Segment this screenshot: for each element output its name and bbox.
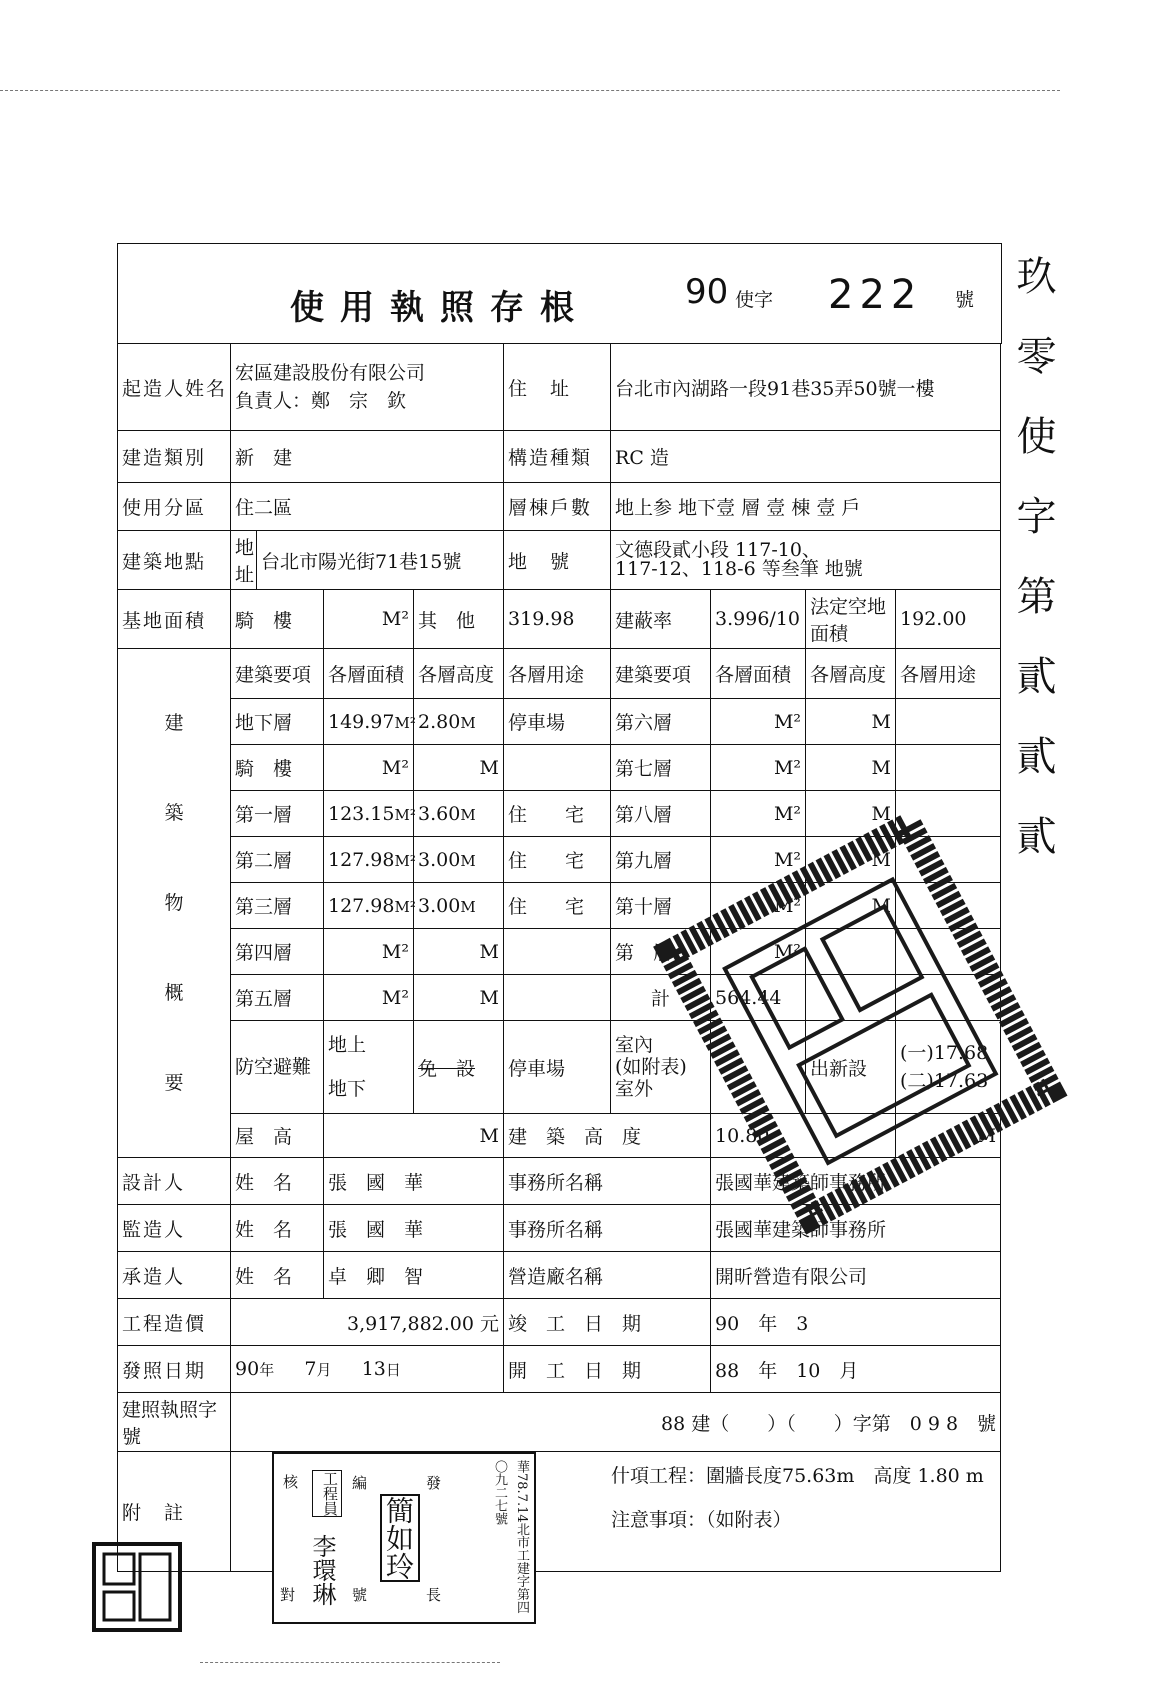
height-unit: M <box>414 745 504 791</box>
floor-height: 3.60 <box>418 802 461 825</box>
height-unit: M <box>806 699 896 745</box>
contractor-name: 卓 卿 智 <box>324 1252 504 1299</box>
floor-area: 123.15 <box>328 802 395 825</box>
total-value: 564.44 <box>711 975 806 1021</box>
issue-stamp-label: 發 <box>426 1474 442 1492</box>
col-area: 各層面積 <box>711 649 806 699</box>
start-label: 開 工 日 期 <box>504 1346 711 1393</box>
applicant-address: 台北市內湖路一段91巷35弄50號一樓 <box>611 344 1001 431</box>
side-char: 建 <box>164 712 184 734</box>
floor-area: 149.97 <box>328 710 395 733</box>
lot-suffix: 地號 <box>824 558 863 580</box>
side-char: 概 <box>164 982 184 1004</box>
building-unit: 棟 <box>791 497 811 519</box>
floor-name: 騎 樓 <box>231 745 324 791</box>
cert-number: 222 <box>828 272 923 318</box>
floor-use: 住 宅 <box>504 883 611 929</box>
floor-use: 停車場 <box>504 699 611 745</box>
contractor-office: 開昕營造有限公司 <box>711 1252 1001 1299</box>
height-unit: M <box>806 745 896 791</box>
parking-outdoor: 室外 <box>615 1078 654 1100</box>
engineer-title: 工程員 <box>312 1470 342 1517</box>
lot-label: 地 號 <box>504 531 611 590</box>
height-unit: M <box>460 713 476 732</box>
coverage-value: 3.996 <box>715 608 770 630</box>
cost-value: 3,917,882.00 元 <box>231 1299 504 1346</box>
col-item: 建築要項 <box>611 649 711 699</box>
shelter-above: 地上 <box>328 1034 367 1056</box>
floor-name: 第八層 <box>611 791 711 837</box>
floor-height: 3.00 <box>418 848 461 871</box>
lot-line2: 117-12、118-6 等叁筆 <box>615 558 819 580</box>
supervisor-name-label: 姓 名 <box>231 1205 324 1252</box>
designer-label: 設計人 <box>118 1158 231 1205</box>
height-unit: M <box>806 791 896 837</box>
area-unit: M² <box>394 713 416 732</box>
shelter-note: 免 設 <box>414 1021 504 1114</box>
approval-stamp <box>272 1452 536 1624</box>
area-unit: M² <box>324 745 414 791</box>
parking-indoor: 室內 <box>615 1034 654 1056</box>
height-unit: M <box>414 975 504 1021</box>
open-space-value: 192.00 <box>896 590 1001 649</box>
floor-name: 第三層 <box>231 883 324 929</box>
floor-name: 地下層 <box>231 699 324 745</box>
floor-name: 第六層 <box>611 699 711 745</box>
designer-name: 張 國 華 <box>324 1158 504 1205</box>
designer-name-label: 姓 名 <box>231 1158 324 1205</box>
parking-label: 停車場 <box>504 1021 611 1114</box>
issue-year: 90 <box>235 1358 260 1380</box>
area-unit: M² <box>711 745 806 791</box>
cost-label: 工程造價 <box>118 1299 231 1346</box>
page-title: 使用執照存根 <box>290 288 590 328</box>
start-date: 88 年 10 月 <box>711 1346 1001 1393</box>
floor-name: 第 層 <box>611 929 711 975</box>
side-char: 物 <box>164 892 184 914</box>
col-use: 各層用途 <box>504 649 611 699</box>
square-seal <box>90 1540 185 1635</box>
address-label: 住 址 <box>504 344 611 431</box>
addr-label: 地址 <box>231 531 257 590</box>
side-char: 要 <box>164 1072 184 1094</box>
remarks-label: 附 註 <box>118 1452 231 1572</box>
cert-suffix: 號 <box>955 289 975 311</box>
structure-type: RC 造 <box>611 431 1001 483</box>
floors-below: 地下壹 <box>678 497 736 519</box>
construction-type: 新 建 <box>231 431 504 483</box>
structure-label: 構造種類 <box>504 431 611 483</box>
permit-number: 88 建（ ）（ ）字第 0 9 8 號 <box>231 1393 1001 1452</box>
applicant-label: 起造人姓名 <box>118 344 231 431</box>
issue-year-unit: 年 <box>259 1361 275 1379</box>
permit-label: 建照執照字號 <box>118 1393 231 1452</box>
side-cut-text: 玖零使字第貳貳貳 <box>1010 255 1056 895</box>
contractor-label: 承造人 <box>118 1252 231 1299</box>
coverage-label: 建蔽率 <box>611 590 711 649</box>
side-char: 築 <box>164 802 184 824</box>
floor-height: 2.80 <box>418 710 461 733</box>
area-unit: M² <box>324 975 414 1021</box>
construction-type-label: 建造類別 <box>118 431 231 483</box>
roof-unit: M <box>324 1114 504 1158</box>
remarks-line2: 注意事項：（如附表） <box>611 1509 792 1531</box>
contractor-name-label: 姓 名 <box>231 1252 324 1299</box>
floor-area: 127.98 <box>328 848 395 871</box>
scan-line <box>0 90 1060 91</box>
floor-name: 第九層 <box>611 837 711 883</box>
floor-unit: 層 <box>741 497 761 519</box>
area-unit: M² <box>711 929 806 975</box>
total-label: 計 <box>611 975 711 1021</box>
other-label: 其 他 <box>414 590 504 649</box>
issue-label: 發照日期 <box>118 1346 231 1393</box>
site-area-label: 基地面積 <box>118 590 231 649</box>
supervisor-label: 監造人 <box>118 1205 231 1252</box>
zoning-value: 住二區 <box>231 483 504 531</box>
contractor-office-label: 營造廠名稱 <box>504 1252 711 1299</box>
floor-use: 住 宅 <box>504 837 611 883</box>
area-unit: M² <box>711 883 806 929</box>
issue-day: 13 <box>361 1358 386 1380</box>
editor-label: 編 <box>352 1474 368 1492</box>
stamp-sign-right: 華78.7.14北市工建字第四〇九二七號 <box>492 1460 529 1614</box>
editor-name: 簡如玲 <box>380 1494 420 1582</box>
stamp-hao: 號 <box>352 1586 368 1604</box>
issue-day-unit: 日 <box>385 1361 401 1379</box>
building-height-unit: M <box>896 1114 1001 1158</box>
floor-name: 第二層 <box>231 837 324 883</box>
floor-area: 127.98 <box>328 894 395 917</box>
designer-office: 張國華建築師事務所 <box>711 1158 1001 1205</box>
height-unit: M <box>806 883 896 929</box>
unit-count: 壹 <box>816 497 836 519</box>
area-unit: M² <box>324 929 414 975</box>
supervisor-office: 張國華建築師事務所 <box>711 1205 1001 1252</box>
col-use: 各層用途 <box>896 649 1001 699</box>
height-unit: M <box>460 897 476 916</box>
floor-name: 第七層 <box>611 745 711 791</box>
col-area: 各層面積 <box>324 649 414 699</box>
col-item: 建築要項 <box>231 649 324 699</box>
area-unit: M² <box>711 699 806 745</box>
lot-line1: 文德段貳小段 117-10、 <box>615 539 821 561</box>
floor-name: 第十層 <box>611 883 711 929</box>
engineer-name: 李環琳 <box>308 1534 336 1606</box>
cert-prefix: 使字 <box>735 289 774 311</box>
zoning-label: 使用分區 <box>118 483 231 531</box>
remarks-line1: 什項工程：圍牆長度75.63m 高度 1.80 m <box>611 1465 984 1487</box>
open-space-label: 法定空地面積 <box>806 590 896 649</box>
cert-year: 90 <box>685 272 729 312</box>
floor-name: 第一層 <box>231 791 324 837</box>
completion-label: 竣 工 日 期 <box>504 1299 711 1346</box>
stamp-dui: 對 <box>280 1586 296 1604</box>
applicant-rep: 負責人：鄭 宗 欽 <box>235 390 407 412</box>
completion-date: 90 年 3 <box>711 1299 1001 1346</box>
height-unit: M <box>414 929 504 975</box>
height-unit: M <box>806 837 896 883</box>
area-unit: M² <box>394 805 416 824</box>
building-count: 壹 <box>766 497 786 519</box>
building-height-label: 建 築 高 度 <box>504 1114 711 1158</box>
floor-height: 3.00 <box>418 894 461 917</box>
height-unit: M <box>460 805 476 824</box>
stamp-zhang: 長 <box>426 1586 442 1604</box>
scan-line-bottom <box>200 1662 500 1663</box>
shelter-label: 防空避難 <box>231 1021 324 1114</box>
floor-name: 第四層 <box>231 929 324 975</box>
building-height: 10.80 <box>711 1114 896 1158</box>
supervisor-office-label: 事務所名稱 <box>504 1205 711 1252</box>
parking-count2: (二)17.63 <box>900 1070 989 1092</box>
other-value: 319.98 <box>504 590 611 649</box>
location-label: 建築地點 <box>118 531 231 590</box>
floors-above: 地上参 <box>615 497 673 519</box>
applicant-company: 宏區建設股份有限公司 <box>235 362 426 384</box>
area-unit: M² <box>711 791 806 837</box>
parking-note: (如附表) <box>615 1056 687 1078</box>
area-unit: M² <box>711 837 806 883</box>
floors-label: 層棟戶數 <box>504 483 611 531</box>
col-height: 各層高度 <box>806 649 896 699</box>
stamp-check: 核 <box>281 1474 299 1489</box>
unit-label: 戶 <box>841 497 861 519</box>
roof-label: 屋 高 <box>231 1114 324 1158</box>
issue-month: 7 <box>304 1358 317 1380</box>
site-address: 台北市陽光街71巷15號 <box>257 531 504 590</box>
shelter-below: 地下 <box>328 1078 367 1100</box>
height-unit: M <box>460 851 476 870</box>
area-unit: M² <box>394 897 416 916</box>
col-height: 各層高度 <box>414 649 504 699</box>
parking-extra: 出新設 <box>806 1021 896 1114</box>
arcade-label: 騎 樓 <box>231 590 324 649</box>
supervisor-name: 張 國 華 <box>324 1205 504 1252</box>
coverage-denom: /10 <box>769 608 800 630</box>
issue-month-unit: 月 <box>316 1361 332 1379</box>
parking-count1: (一)17.68 <box>900 1042 989 1064</box>
arcade-unit: M² <box>324 590 414 649</box>
floor-use: 住 宅 <box>504 791 611 837</box>
floor-name: 第五層 <box>231 975 324 1021</box>
designer-office-label: 事務所名稱 <box>504 1158 711 1205</box>
area-unit: M² <box>394 851 416 870</box>
official-seal <box>700 830 1030 1230</box>
